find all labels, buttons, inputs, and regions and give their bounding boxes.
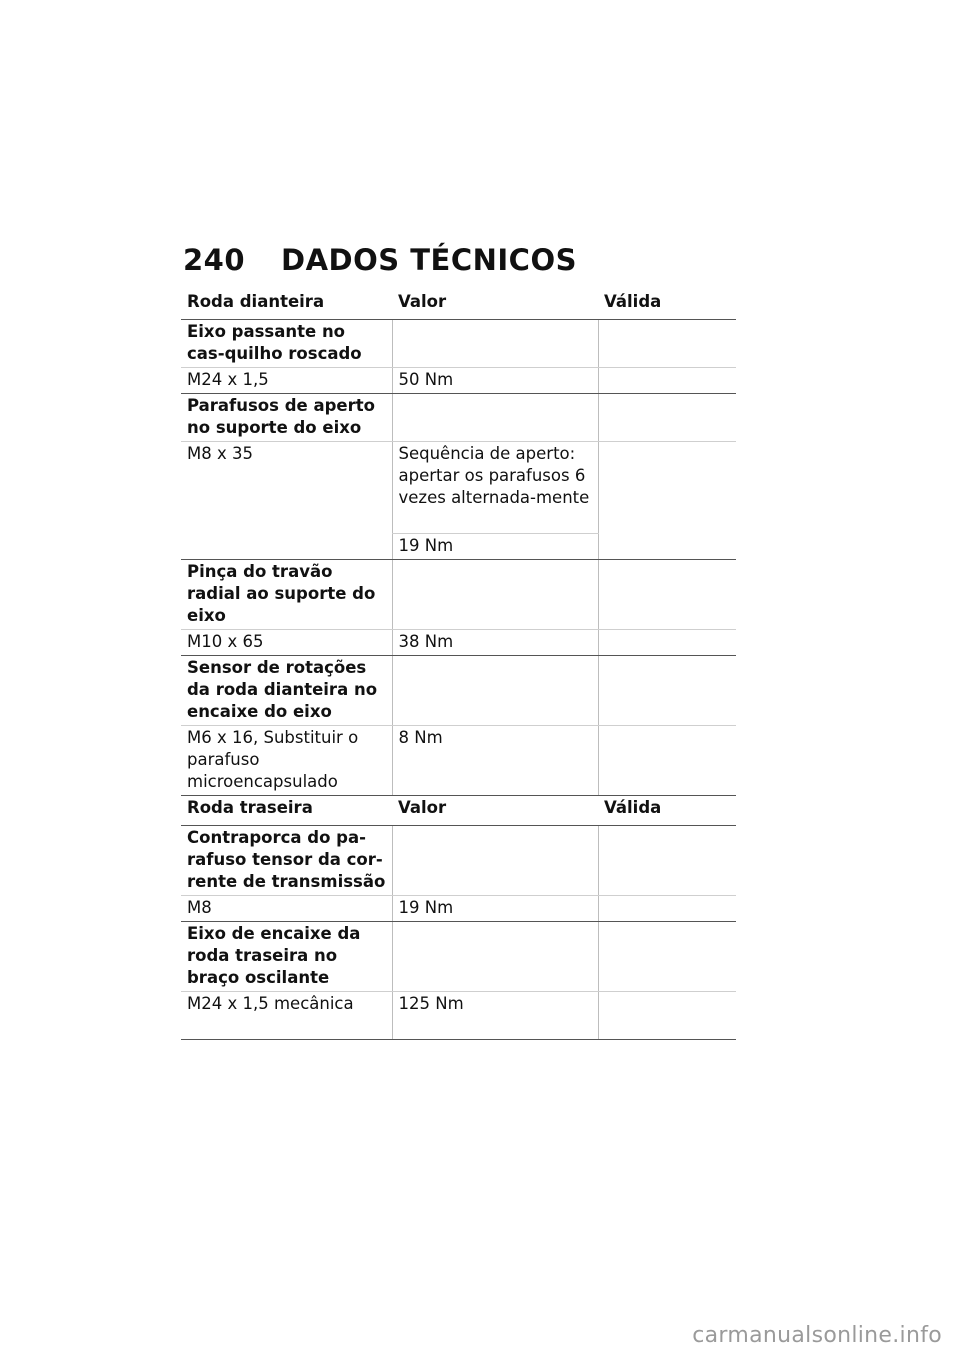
table-row bbox=[181, 922, 736, 992]
page-heading bbox=[183, 240, 577, 280]
empty-cell bbox=[392, 922, 598, 992]
thread-spec: M6 x 16, Substituir o parafuso microencapsulado bbox=[181, 726, 392, 796]
empty-cell bbox=[392, 656, 598, 726]
table-row bbox=[181, 394, 736, 442]
tightening-note: Sequência de aperto: apertar os parafusos 6 vezes alternada-mente bbox=[392, 442, 598, 534]
watermark: carmanualsonline.info bbox=[692, 1323, 942, 1348]
table-row bbox=[181, 320, 736, 368]
column-header-value: Valor bbox=[392, 289, 598, 320]
empty-cell bbox=[392, 320, 598, 368]
validity-cell bbox=[598, 630, 736, 656]
thread-spec: M24 x 1,5 bbox=[181, 368, 392, 394]
torque-value: 125 Nm bbox=[392, 992, 598, 1040]
empty-cell bbox=[598, 826, 736, 896]
validity-cell bbox=[598, 896, 736, 922]
empty-cell bbox=[392, 826, 598, 896]
column-header-valid: Válida bbox=[598, 795, 736, 826]
torque-value: 19 Nm bbox=[392, 534, 598, 560]
component-name: Sensor de rotações da roda dianteira no encaixe do eixo bbox=[181, 656, 392, 726]
table-row bbox=[181, 630, 736, 656]
thread-spec: M8 x 35 bbox=[181, 442, 392, 560]
table-row bbox=[181, 560, 736, 630]
column-header-value: Valor bbox=[392, 795, 598, 826]
table-row bbox=[181, 656, 736, 726]
table-header-row bbox=[181, 289, 736, 320]
torque-value: 8 Nm bbox=[392, 726, 598, 796]
validity-cell bbox=[598, 368, 736, 394]
empty-cell bbox=[392, 560, 598, 630]
empty-cell bbox=[598, 320, 736, 368]
torque-value: 38 Nm bbox=[392, 630, 598, 656]
validity-cell bbox=[598, 726, 736, 796]
thread-spec: M24 x 1,5 mecânica bbox=[181, 992, 392, 1040]
empty-cell bbox=[392, 394, 598, 442]
component-name: Pinça do travão radial ao suporte do eixo bbox=[181, 560, 392, 630]
page-title: DADOS TÉCNICOS bbox=[281, 243, 577, 277]
front-wheel-table bbox=[181, 289, 736, 796]
table-row bbox=[181, 992, 736, 1040]
component-name: Contraporca do pa-rafuso tensor da cor-rente de transmissão bbox=[181, 826, 392, 896]
thread-spec: M10 x 65 bbox=[181, 630, 392, 656]
torque-value: 19 Nm bbox=[392, 896, 598, 922]
column-header-valid: Válida bbox=[598, 289, 736, 320]
empty-cell bbox=[598, 394, 736, 442]
component-name: Eixo passante no cas-quilho roscado bbox=[181, 320, 392, 368]
component-name: Parafusos de aperto no suporte do eixo bbox=[181, 394, 392, 442]
component-name: Eixo de encaixe da roda traseira no braço oscilante bbox=[181, 922, 392, 992]
torque-value: 50 Nm bbox=[392, 368, 598, 394]
thread-spec: M8 bbox=[181, 896, 392, 922]
column-header-component: Roda dianteira bbox=[181, 289, 392, 320]
empty-cell bbox=[598, 560, 736, 630]
column-header-component: Roda traseira bbox=[181, 795, 392, 826]
rear-wheel-table bbox=[181, 795, 736, 1040]
empty-cell bbox=[598, 656, 736, 726]
table-header-row bbox=[181, 795, 736, 826]
empty-cell bbox=[598, 922, 736, 992]
table-row bbox=[181, 442, 736, 534]
page-number: 240 bbox=[183, 243, 246, 277]
table-row bbox=[181, 896, 736, 922]
table-row bbox=[181, 826, 736, 896]
table-row bbox=[181, 368, 736, 394]
validity-cell bbox=[598, 442, 736, 560]
table-row bbox=[181, 726, 736, 796]
validity-cell bbox=[598, 992, 736, 1040]
